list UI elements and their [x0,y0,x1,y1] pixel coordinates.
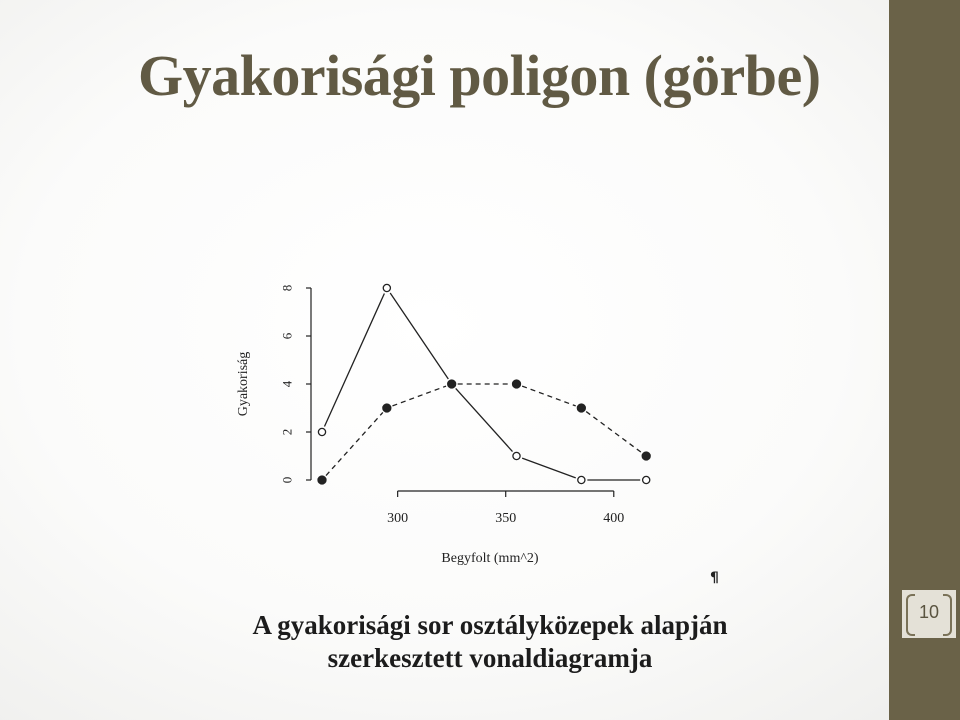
series-1-open-point [513,452,520,459]
x-tick-label: 350 [495,511,517,526]
caption-line-2: szerkesztett vonaldiagramja [327,643,653,673]
series-1-open-point [318,428,325,435]
series-2-filled-point [513,380,521,388]
series-1-segment [324,293,384,426]
series-2-segment [326,412,383,475]
y-tick-label: 8 [279,284,295,292]
x-tick-label: 300 [387,511,409,526]
series-1-open-point [643,476,650,483]
chart-svg [225,270,735,590]
series-2-filled-point [318,476,326,484]
series-1-open-point [578,476,585,483]
y-ticks [280,285,312,484]
series-2-filled-point [448,380,456,388]
series-2-segment [522,386,576,406]
series-2-segment [392,386,446,406]
series-1-segment [522,458,576,478]
frequency-polygon-chart [225,270,735,590]
series-1-open-point [383,284,390,291]
series-2-filled-point [383,404,391,412]
series-2-filled-point [577,404,585,412]
x-tick-label: 400 [603,511,625,526]
y-axis-label: Gyakoriság [236,351,251,417]
series-1-segment [456,388,513,451]
pilcrow-mark: ¶ [710,570,719,586]
page-number-badge [902,590,956,638]
x-axis-label: Begyfolt (mm^2) [441,551,539,566]
slide-caption [190,609,790,675]
series-2-filled-point [642,452,650,460]
slide-title: Gyakorisági poligon (görbe) [138,43,821,108]
series-1-segment [390,293,448,379]
series-layer [318,284,650,484]
caption-line-1: A gyakorisági sor osztályközepek alapján [252,610,728,640]
page-number: 10 [918,602,940,622]
y-tick-label: 6 [279,332,295,340]
x-ticks [387,491,624,526]
series-2-segment [586,412,641,453]
y-tick-label: 4 [279,380,295,388]
y-tick-label: 0 [279,476,295,484]
y-tick-label: 2 [279,428,295,436]
